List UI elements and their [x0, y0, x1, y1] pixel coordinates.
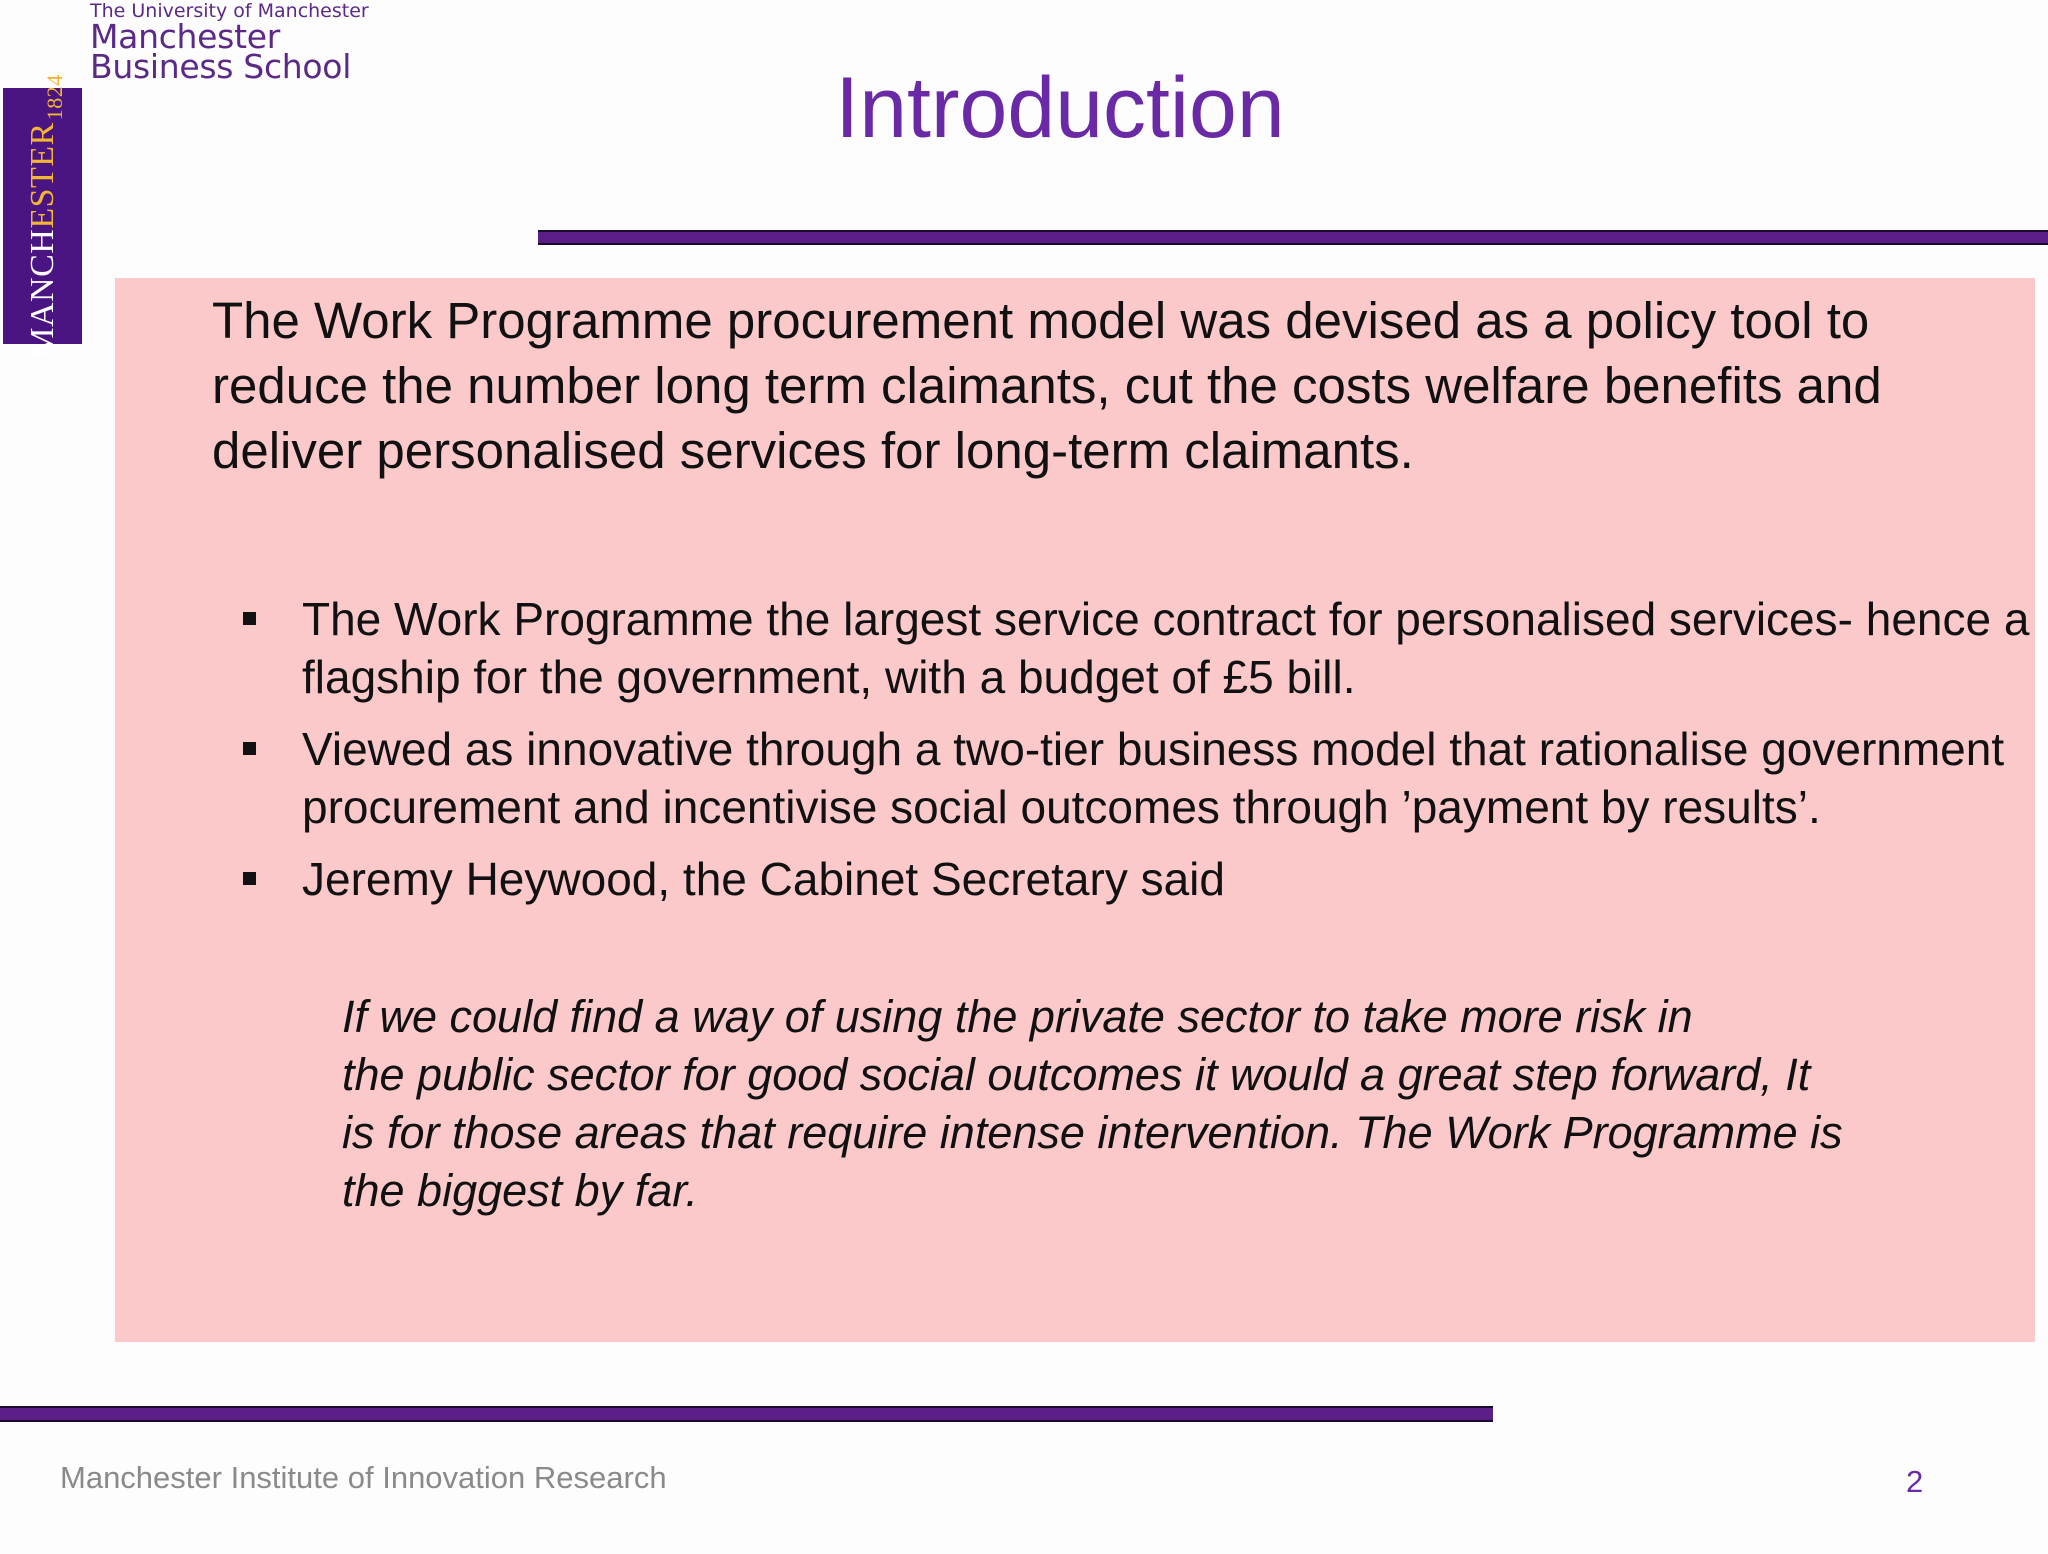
footer-institute: Manchester Institute of Innovation Research — [60, 1460, 667, 1495]
bullet-text: Viewed as innovative through a two-tier business model that rationalise government procurement and incentivise social outcomes through ’payment by results’. — [302, 723, 2005, 833]
bullet-item — [240, 850, 2030, 908]
slide-title: Introduction — [835, 60, 1285, 156]
page-number: 2 — [1906, 1464, 1924, 1499]
bullet-item — [240, 720, 2030, 836]
footer-divider — [0, 1406, 1493, 1422]
bullet-text: Jeremy Heywood, the Cabinet Secretary said — [302, 853, 1225, 905]
logo-university-name: The University of Manchester — [90, 0, 369, 22]
bullet-list — [240, 590, 2030, 922]
bullet-square-icon — [243, 612, 256, 625]
quote-text: If we could find a way of using the private sector to take more risk in the public sector for good social outcomes it would a great step forward, It is for those areas that require intense intervention. The Work Programme is the biggest by far. — [342, 991, 1843, 1216]
bullet-square-icon — [243, 742, 256, 755]
banner-main: MANCH — [23, 228, 61, 358]
banner-year: 1824 — [41, 74, 67, 121]
bullet-text: The Work Programme the largest service contract for personalised services- hence a flagship for the government, with a budget of £5 bill. — [302, 593, 2030, 703]
intro-paragraph: The Work Programme procurement model was devised as a policy tool to reduce the number long term claimants, cut the costs welfare benefits and deliver personalised services for long-term claimants. — [212, 292, 1882, 479]
title-divider — [538, 230, 2048, 245]
bullet-item — [240, 590, 2030, 706]
logo-school-line1: Manchester — [90, 17, 280, 56]
bullet-square-icon — [243, 872, 256, 885]
logo-school-line2: Business School — [90, 47, 352, 86]
banner-gold: ESTER — [23, 122, 61, 229]
